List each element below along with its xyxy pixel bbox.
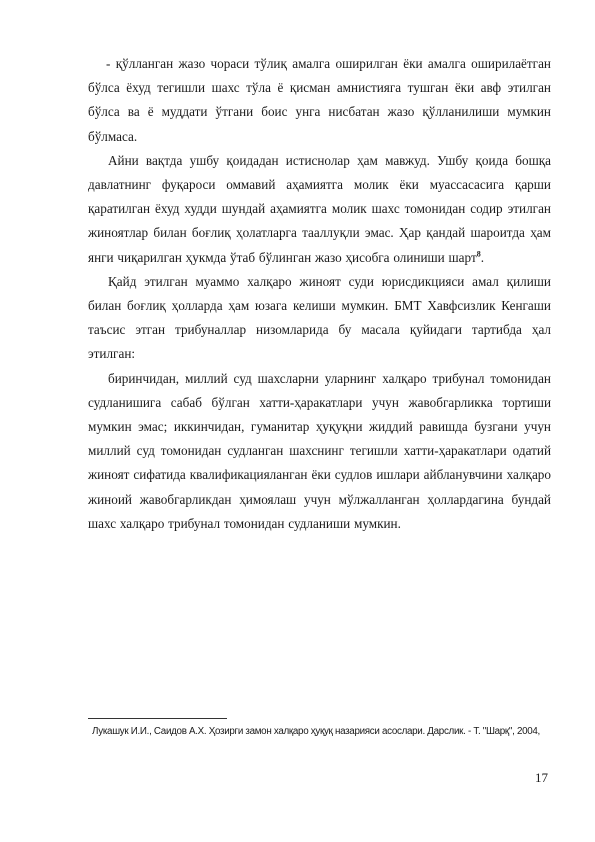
paragraph-1-text: - қўлланган жазо чораси тўлиқ амалга оширилган ёки амалга оширилаётган бўлса ёхуд тегишли шахс тўла ё қисман амнистияга тушган ёки авф этилган бўлса ва ё муддати ўтгани боис унга нисбатан жазо қўлланилиши мумкин бўлмаса.	[88, 56, 551, 144]
body-text	[88, 52, 551, 536]
footnote-separator	[88, 718, 227, 719]
paragraph-3-text: Қайд этилган муаммо халқаро жиноят суди юрисдикцияси амал қилиши билан боғлиқ ҳолларда ҳам юзага келиши мумкин. БМТ Хавфсизлик Кенгаши таъсис этган трибуналлар низомларида бу масала қуйидаги тартибда ҳал этилган:	[88, 273, 551, 362]
footnote	[92, 726, 562, 738]
paragraph-4	[88, 367, 551, 536]
paragraph-1	[88, 52, 551, 149]
paragraph-2-text: Айни вақтда ушбу қоидадан истиснолар ҳам мавжуд. Ушбу қоида бошқа давлатнинг фуқароси оммавий аҳамиятга молик ёки муассасасига қарши қаратилган ёхуд худди шундай аҳамиятга молик шахс томонидан содир этилган жиноятлар билан боғлиқ ҳолатларга тааллуқли эмас. Ҳар қандай шароитда ҳам янги чиқарилган ҳукмда ўтаб бўлинган жазо ҳисобга олиниши шарт	[88, 152, 551, 265]
paragraph-3	[88, 270, 551, 367]
paragraph-2-tail: .	[480, 249, 485, 265]
page-number: 17	[535, 770, 548, 785]
footnote-reference[interactable]: 8	[476, 249, 481, 259]
paragraph-4-text: биринчидан, миллий суд шахсларни уларнинг халқаро трибунал томонидан судланишига сабаб бўлган хатти-ҳаракатлари учун жавобгарликка тортиши мумкин эмас; иккинчидан, гуманитар ҳуқуқни жиддий равишда бузгани учун миллий суд томонидан судланган шахснинг тегишли хатти-ҳаракатлари одатий жиноят сифатида квалификацияланган ёки судлов ишлари айбланувчини халқаро жиноий жавобгарликдан ҳимоялаш учун мўлжалланган ҳоллардагина бундай шахс халқаро трибунал томонидан судланиши мумкин.	[88, 370, 551, 531]
paragraph-2	[88, 149, 551, 270]
footnote-text: Лукашук И.И., Саидов А.Х. Ҳозирги замон халқаро ҳуқуқ назарияси асослари. Дарслик. - Т. "Шарқ", 2004,	[92, 726, 540, 737]
